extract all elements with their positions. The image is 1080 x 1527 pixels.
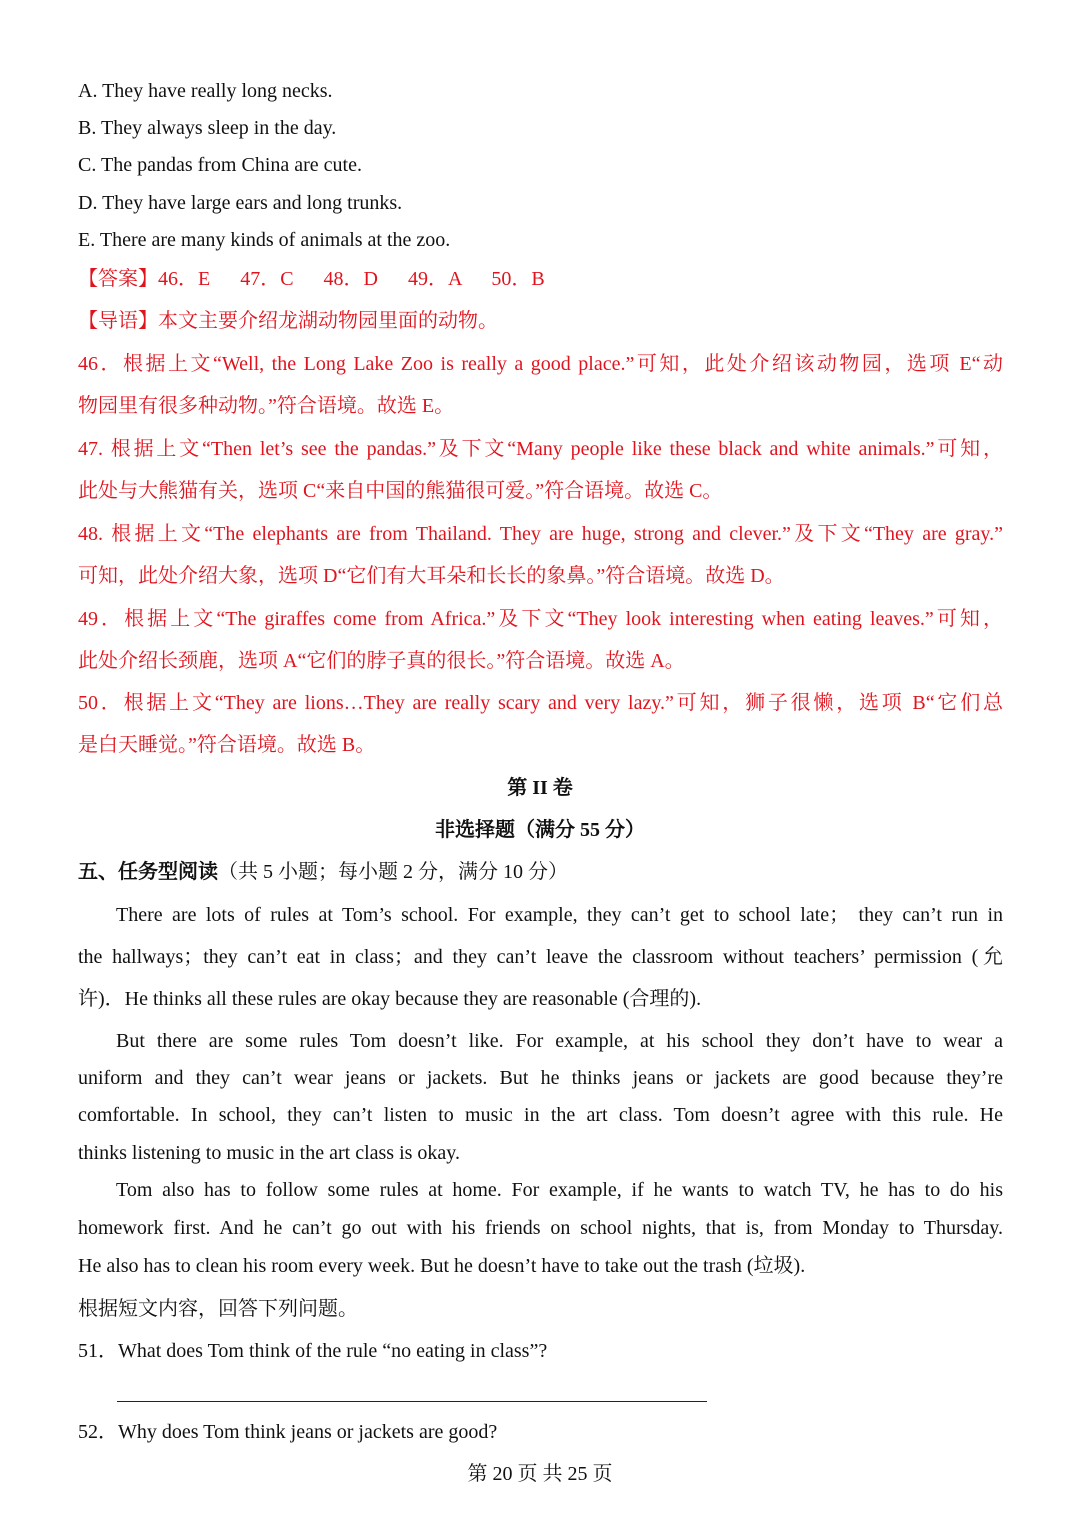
passage-p2-line-2: uniform and they can’t wear jeans or jackets. But he thinks jeans or jackets are good because they’re [78,1067,1003,1089]
passage-p3-line-2: homework first. And he can’t go out with his friends on school nights, that is, from Monday to Thursday. [78,1217,1003,1239]
option-b: B. They always sleep in the day. [78,117,337,139]
option-c: C. The pandas from China are cute. [78,154,362,176]
part-heading-title: 五、任务型阅读 [78,861,218,883]
answer-line-51[interactable] [117,1401,707,1402]
explanation-46-line-1: 46．根据上文“Well, the Long Lake Zoo is really a good place.”可知，此处介绍该动物园，选项 E“动 [78,353,1003,375]
explanation-48-line-1: 48. 根据上文“The elephants are from Thailand. They are huge, strong and clever.”及下文“They are gray.” [78,523,1003,545]
part-heading-scoring: （共 5 小题；每小题 2 分，满分 10 分） [218,861,568,883]
option-a: A. They have really long necks. [78,80,333,102]
explanation-49-line-2: 此处介绍长颈鹿，选项 A“它们的脖子真的很长。”符合语境。故选 A。 [78,650,685,672]
question-52: 52．Why does Tom think jeans or jackets are good? [78,1421,498,1443]
passage-p1-line-2: the hallways；they can’t eat in class；and they can’t leave the classroom without teachers’ permission (允 [78,946,1003,968]
passage-p2-line-3: comfortable. In school, they can’t listen to music in the art class. Tom doesn’t agree with this rule. He [78,1104,1003,1126]
passage-p3-line-1: Tom also has to follow some rules at home. For example, if he wants to watch TV, he has to do his [116,1179,1003,1201]
passage-p1-line-1: There are lots of rules at Tom’s school. For example, they can’t get to school late； they can’t run in [116,904,1003,926]
passage-p3-line-3: He also has to clean his room every week. But he doesn’t have to take out the trash (垃圾). [78,1255,806,1277]
explanation-49-line-1: 49．根据上文“The giraffes come from Africa.”及下文“They look interesting when eating leaves.”可知， [78,608,1003,630]
explanation-48-line-2: 可知，此处介绍大象，选项 D“它们有大耳朵和长长的象鼻。”符合语境。故选 D。 [78,565,785,587]
part-heading [78,859,568,885]
passage-p1-line-3: 许)．He thinks all these rules are okay because they are reasonable (合理的). [78,988,702,1010]
passage-p2-line-1: But there are some rules Tom doesn’t like. For example, at his school they don’t have to wear a [116,1030,1003,1052]
passage-p2-line-4: thinks listening to music in the art class is okay. [78,1142,460,1164]
page-footer: 第 20 页 共 25 页 [467,1463,613,1485]
section-subtitle: 非选择题（满分 55 分） [435,819,645,841]
intro-text: 【导语】本文主要介绍龙湖动物园里面的动物。 [78,310,498,332]
volume-title: 第 II 卷 [507,777,573,799]
explanation-50-line-1: 50．根据上文“They are lions…They are really scary and very lazy.”可知，狮子很懒，选项 B“它们总 [78,692,1003,714]
instruction-text: 根据短文内容，回答下列问题。 [78,1298,358,1320]
explanation-47-line-2: 此处与大熊猫有关，选项 C“来自中国的熊猫很可爱。”符合语境。故选 C。 [78,480,723,502]
answer-key: 【答案】46．E 47．C 48．D 49．A 50．B [78,268,545,290]
option-e: E. There are many kinds of animals at the zoo. [78,229,451,251]
option-d: D. They have large ears and long trunks. [78,192,403,214]
question-51: 51．What does Tom think of the rule “no eating in class”? [78,1340,548,1362]
explanation-50-line-2: 是白天睡觉。”符合语境。故选 B。 [78,734,376,756]
explanation-47-line-1: 47. 根据上文“Then let’s see the pandas.”及下文“Many people like these black and white animals.”可知， [78,438,1003,460]
explanation-46-line-2: 物园里有很多种动物。”符合语境。故选 E。 [78,395,455,417]
